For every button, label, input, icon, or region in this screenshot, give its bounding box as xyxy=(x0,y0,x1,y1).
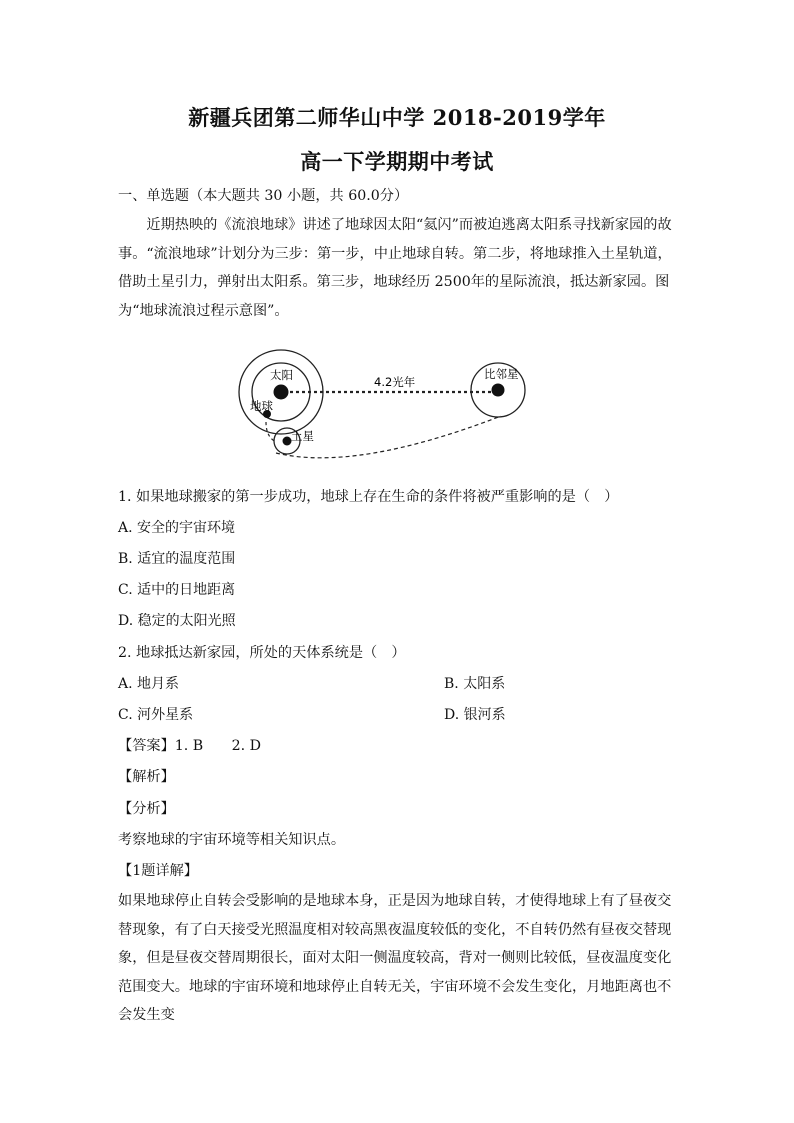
question1-option-a: A. 安全的宇宙环境 xyxy=(118,520,236,536)
intro-paragraph: 近期热映的《流浪地球》讲述了地球因太阳“氦闪”而被迫逃离太阳系寻找新家园的故事。“流浪地球”计划分为三步：第一步，中止地球自转。第二步，将地球推入土星轨道，借助土星引力，弹射出太阳系。第三步，地球经历 2500年的星际流浪，抵达新家园。图为“地球流浪过程示意图”。 xyxy=(118,217,672,319)
question2-stem: 2. 地球抵达新家园，所处的天体系统是（ ） xyxy=(118,645,406,661)
fenxi-text: 考察地球的宇宙环境等相关知识点。 xyxy=(118,832,346,848)
question1-option-d: D. 稳定的太阳光照 xyxy=(118,613,236,629)
answer-line: 【答案】1. B 2. D xyxy=(118,738,262,754)
question1-option-b: B. 适宜的温度范围 xyxy=(118,551,236,567)
label-proxima: 比邻星 xyxy=(484,367,519,381)
label-saturn: 土星 xyxy=(291,429,314,443)
earth-wandering-diagram xyxy=(236,342,526,470)
question2-option-d: D. 银河系 xyxy=(444,707,506,723)
document-title-line1: 新疆兵团第二师华山中学 2018-2019学年 xyxy=(188,105,606,130)
label-earth: 地球 xyxy=(250,399,273,413)
question1-option-c: C. 适中的日地距离 xyxy=(118,582,236,598)
detail-header: 【1题详解】 xyxy=(118,863,198,879)
sun-dot xyxy=(274,385,289,400)
detail-paragraph: 如果地球停止自转会受影响的是地球本身，正是因为地球自转，才使得地球上有了昼夜交替现象，有了白天接受光照温度相对较高黑夜温度较低的变化，不自转仍然有昼夜交替现象，但是昼夜交替周期很长，面对太阳一侧温度较高，背对一侧则比较低，昼夜温度变化范围变大。地球的宇宙环境和地球停止自转无关，宇宙环境不会发生变化，月地距离也不会发生变 xyxy=(118,893,672,1023)
proxima-dot xyxy=(492,384,505,397)
label-sun: 太阳 xyxy=(270,368,293,382)
question2-option-b: B. 太阳系 xyxy=(444,676,506,692)
analysis-header: 【解析】 xyxy=(118,769,175,785)
question2-option-c: C. 河外星系 xyxy=(118,707,194,723)
question1-stem: 1. 如果地球搬家的第一步成功，地球上存在生命的条件将被严重影响的是（ ） xyxy=(118,489,619,505)
label-distance: 4.2光年 xyxy=(374,375,416,389)
question2-option-a: A. 地月系 xyxy=(118,676,180,692)
fenxi-header: 【分析】 xyxy=(118,801,175,817)
section-header: 一、单选题（本大题共 30 小题，共 60.0分） xyxy=(118,188,409,204)
document-title-line2: 高一下学期期中考试 xyxy=(300,149,494,174)
